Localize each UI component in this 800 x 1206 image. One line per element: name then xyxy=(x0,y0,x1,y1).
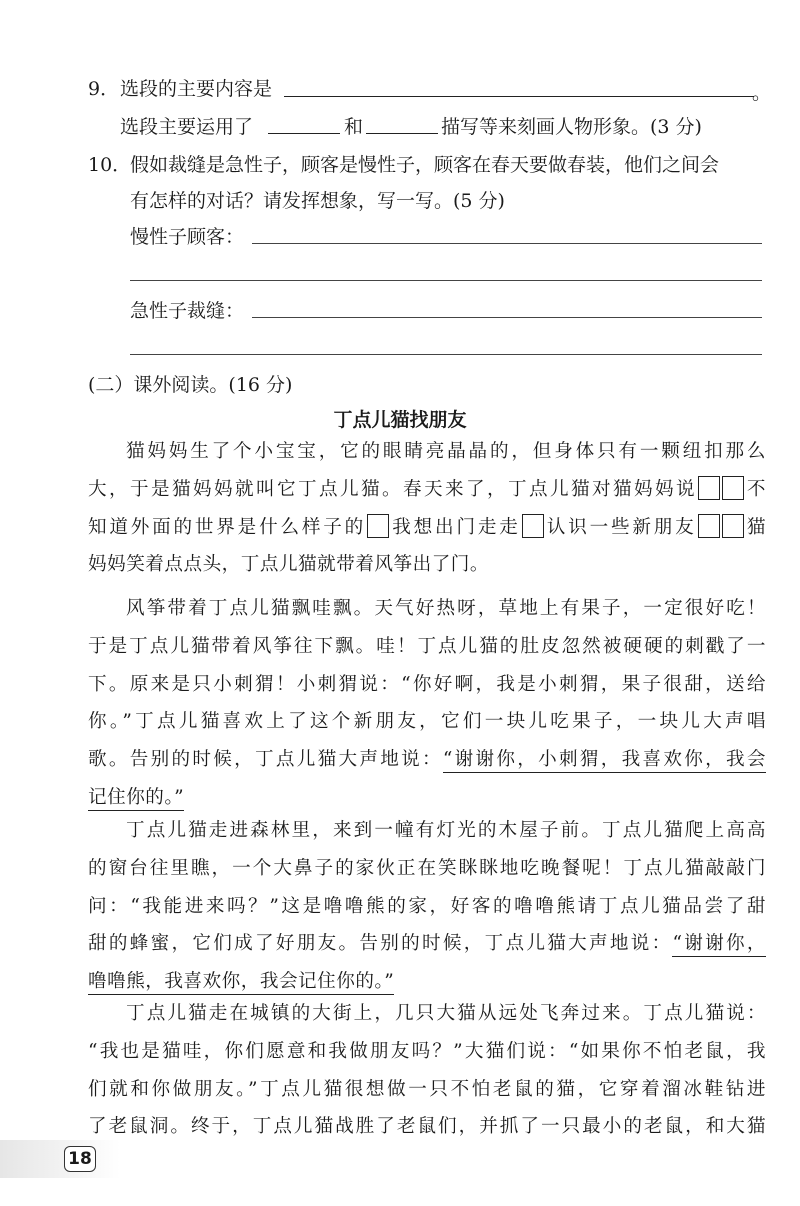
page-number: 18 xyxy=(64,1146,96,1172)
p1-line3-text-b: 我想出门走走 xyxy=(390,516,521,538)
p1-punct-box-3[interactable] xyxy=(367,514,389,538)
p4-line4: 了老鼠洞。终于，丁点儿猫战胜了老鼠们，并抓了一只最小的老鼠，和大猫 xyxy=(88,1116,766,1138)
p1-line1: 猫妈妈生了个小宝宝，它的眼睛亮晶晶的，但身体只有一颗纽扣那么 xyxy=(126,441,766,462)
story-paragraph-1 xyxy=(88,433,766,584)
p3-line1: 丁点儿猫走进森林里，来到一幢有灯光的木屋子前。丁点儿猫爬上高高 xyxy=(126,820,766,841)
q9-line2-text-c: 描写等来刻画人物形象。(3 分) xyxy=(441,116,702,138)
q10-customer-answer-line-1[interactable] xyxy=(252,243,762,244)
q10-line1-text: 假如裁缝是急性子，顾客是慢性子，顾客在春天要做春装，他们之间会 xyxy=(130,154,720,176)
q9-line2-text-a: 选段主要运用了 xyxy=(120,116,254,138)
p3-underlined-quote-2: 噜噜熊，我喜欢你，我会记住你的。” xyxy=(88,971,394,995)
page-number-bar xyxy=(0,1140,120,1178)
p1-punct-box-6[interactable] xyxy=(722,514,744,538)
p3-line4-text: 甜的蜂蜜，它们成了好朋友。告别的时候，丁点儿猫大声地说： xyxy=(88,933,673,955)
p1-line2 xyxy=(88,471,766,509)
q10-number: 10． xyxy=(88,154,132,176)
q10-tailor-answer-line-2[interactable] xyxy=(130,354,762,355)
q10-tailor-label: 急性子裁缝： xyxy=(130,300,245,322)
p1-line3 xyxy=(88,509,766,547)
p2-line2: 于是丁点儿猫带着风筝往下飘。哇！丁点儿猫的肚皮忽然被硬硬的刺戳了一 xyxy=(88,635,766,657)
p1-line3-text-a: 知道外面的世界是什么样子的 xyxy=(88,516,366,538)
story-paragraph-3 xyxy=(88,812,766,1001)
p1-punct-box-1[interactable] xyxy=(698,476,720,500)
p1-punct-box-5[interactable] xyxy=(698,514,720,538)
q9-main-content-blank[interactable] xyxy=(284,96,754,97)
p2-underlined-quote-2: 记住你的。” xyxy=(88,787,184,811)
q9-method-blank-2[interactable] xyxy=(366,133,438,134)
p1-punct-box-4[interactable] xyxy=(522,514,544,538)
p1-line2-text: 大，于是猫妈妈就叫它丁点儿猫。春天来了，丁点儿猫对猫妈妈说 xyxy=(88,478,697,500)
p4-line3: 们就和你做朋友。”丁点儿猫很想做一只不怕老鼠的猫，它穿着溜冰鞋钻进 xyxy=(88,1078,766,1100)
p1-punct-box-2[interactable] xyxy=(722,476,744,500)
p2-line5 xyxy=(88,741,766,779)
p3-underlined-quote-1: “谢谢你， xyxy=(672,933,766,957)
q10-customer-answer-line-2[interactable] xyxy=(130,280,762,281)
q10-customer-label: 慢性子顾客： xyxy=(130,226,245,248)
p1-line3-tail: 猫 xyxy=(744,516,766,538)
p4-line2: “我也是猫哇，你们愿意和我做朋友吗？”大猫们说：“如果你不怕老鼠，我 xyxy=(88,1040,766,1062)
p3-line3: 问：“我能进来吗？”这是噜噜熊的家，好客的噜噜熊请丁点儿猫品尝了甜 xyxy=(88,895,766,917)
p2-line3: 下。原来是只小刺猬！小刺猬说：“你好啊，我是小刺猬，果子很甜，送给 xyxy=(88,673,766,695)
story-title: 丁点儿猫找朋友 xyxy=(333,409,467,431)
story-paragraph-2 xyxy=(88,590,766,817)
p2-line4: 你。”丁点儿猫喜欢上了这个新朋友，它们一块儿吃果子，一块儿大声唱 xyxy=(88,711,766,733)
p2-underlined-quote-1: “谢谢你，小刺猬，我喜欢你，我会 xyxy=(443,749,766,773)
p4-line1: 丁点儿猫走在城镇的大街上，几只大猫从远处飞奔过来。丁点儿猫说： xyxy=(126,1003,766,1024)
q9-end-mark: 。 xyxy=(752,82,772,104)
p3-line4 xyxy=(88,925,766,963)
q9-number: 9． xyxy=(88,78,120,100)
story-paragraph-4 xyxy=(88,995,766,1146)
p1-line4: 妈妈笑着点点头，丁点儿猫就带着风筝出了门。 xyxy=(88,554,489,576)
p1-line2-tail: 不 xyxy=(744,478,766,500)
q9-line2-text-b: 和 xyxy=(344,116,364,138)
p3-line2: 的窗台往里瞧，一个大鼻子的家伙正在笑眯眯地吃晚餐呢！丁点儿猫敲敲门 xyxy=(88,857,766,879)
q10-tailor-answer-line-1[interactable] xyxy=(252,317,762,318)
q9-line1-text: 选段的主要内容是 xyxy=(120,78,273,100)
q10-line2-text: 有怎样的对话？请发挥想象，写一写。(5 分) xyxy=(130,190,505,212)
q9-method-blank-1[interactable] xyxy=(268,133,340,134)
p2-line1: 风筝带着丁点儿猫飘哇飘。天气好热呀，草地上有果子，一定很好吃！ xyxy=(126,598,766,619)
p1-line3-text-c: 认识一些新朋友 xyxy=(544,516,697,538)
p2-line5-text: 歌。告别的时候，丁点儿猫大声地说： xyxy=(88,749,443,771)
section2-heading: (二）课外阅读。(16 分) xyxy=(88,374,293,396)
